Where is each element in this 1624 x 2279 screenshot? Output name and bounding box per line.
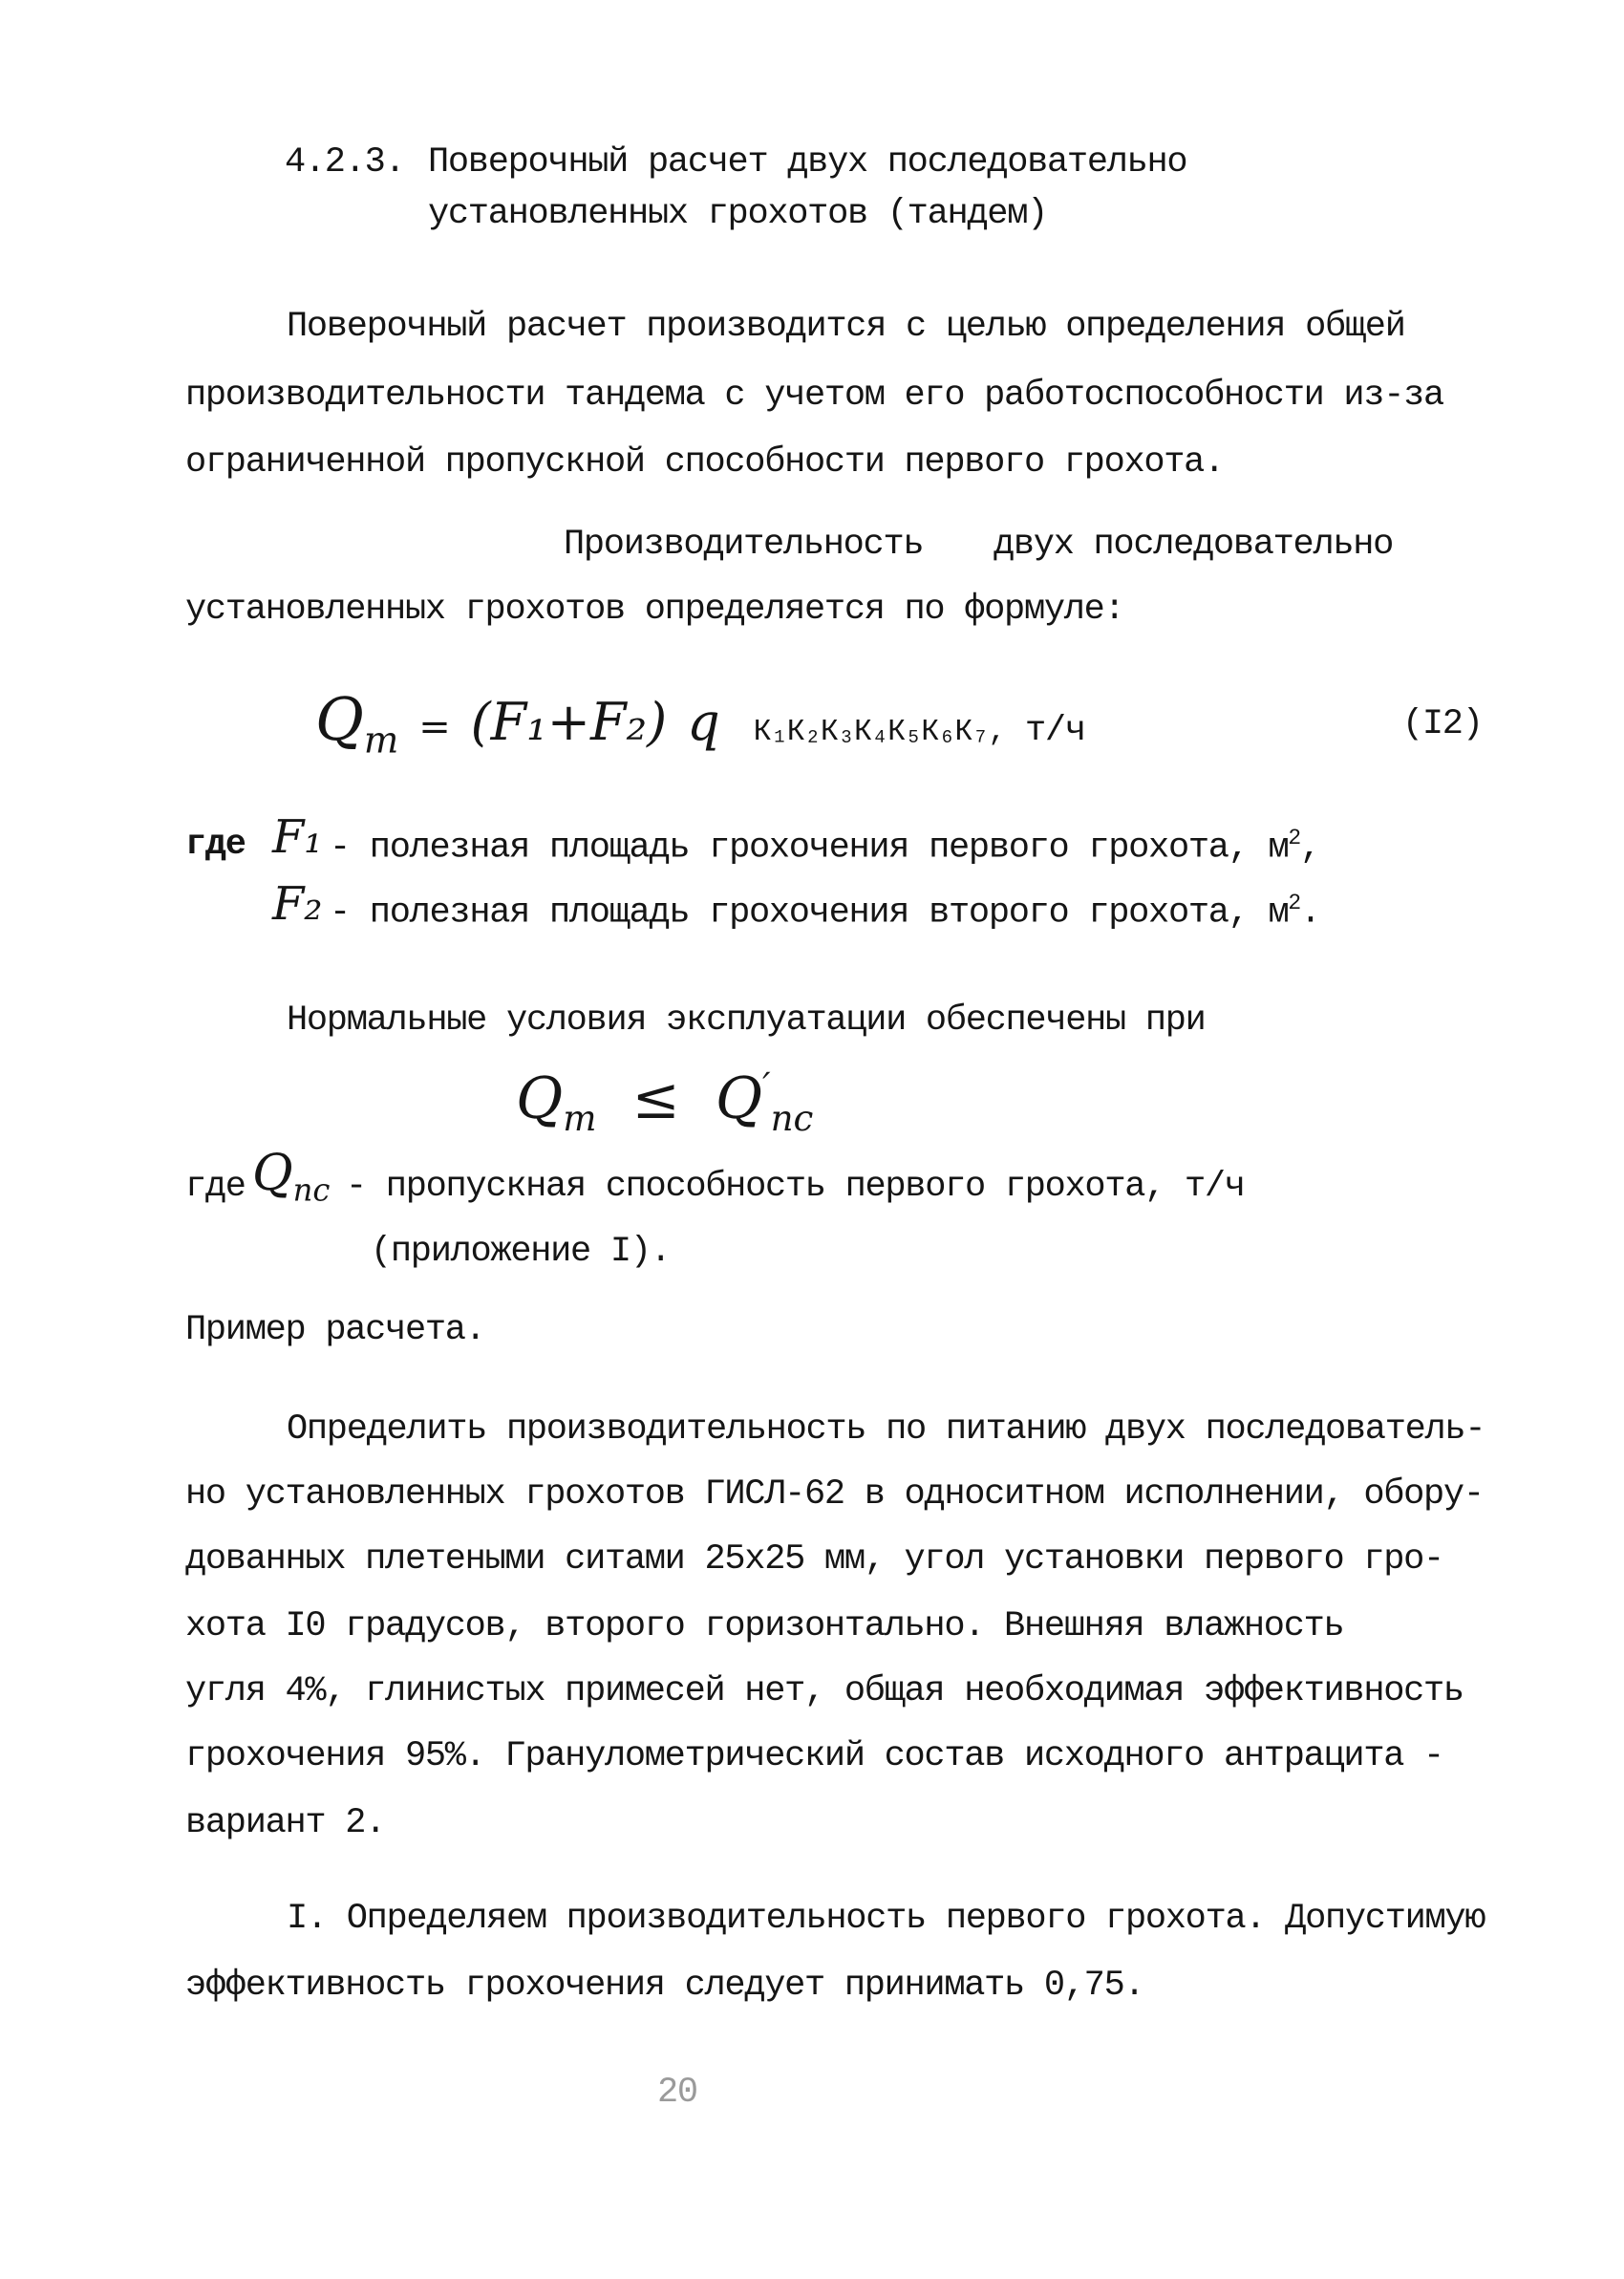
formula-equals: =: [418, 705, 451, 749]
formula-q: q: [687, 692, 720, 752]
qpc-definition: - пропускная способность первого грохота, т/ч: [346, 1167, 1245, 1207]
qpc-symbol: $Q_{пс}$: [252, 1145, 331, 1209]
condition-text: Нормальные условия эксплуатации обеспечены при: [287, 1000, 1206, 1041]
example-line-4: хота I0 градусов, второго горизонтально. Внешняя влажность: [185, 1606, 1344, 1646]
example-line-7: вариант 2.: [185, 1803, 386, 1843]
section-number: 4.2.3.: [285, 142, 405, 183]
formula-number: (I2): [1402, 704, 1483, 744]
example-line-5: угля 4%, глинистых примесей нет, общая необходимая эффективность: [185, 1671, 1464, 1711]
f2-symbol: F₂: [272, 877, 323, 931]
capacity-intro-line-2: установленных грохотов определяется по формуле:: [185, 590, 1124, 630]
formula-unit: т/ч: [1025, 711, 1085, 751]
intro-line-1: Поверочный расчет производится с целью определения общей: [287, 307, 1405, 347]
capacity-intro-left: Производительность: [564, 525, 924, 565]
f1-symbol: F₁: [272, 810, 323, 864]
step1-line-2: эффективность грохочения следует принимать 0,75.: [185, 1966, 1144, 2006]
capacity-intro-right: двух последовательно: [994, 525, 1394, 565]
formula-lhs: $Q_т$: [315, 684, 399, 763]
section-title-line-1: Поверочный расчет двух последовательно: [428, 142, 1187, 183]
example-heading: Пример расчета.: [185, 1310, 485, 1350]
where-word-2: где: [185, 1167, 246, 1207]
section-title-line-2: установленных грохотов (тандем): [428, 194, 1048, 234]
intro-line-2: производительности тандема с учетом его работоспособности из-за: [185, 376, 1443, 416]
formula-area-sum: (F₁+F₂): [470, 692, 668, 752]
f2-definition: - полезная площадь грохочения второго грохота, $м^2$.: [330, 891, 1320, 934]
formula-factors: К₁К₂К₃К₄К₅К₆К₇,: [753, 716, 1006, 749]
example-line-2: но установленных грохотов ГИСЛ-62 в односитном исполнении, обору-: [185, 1474, 1484, 1515]
formula-12: [315, 684, 1085, 763]
example-line-6: грохочения 95%. Гранулометрический состав исходного антрацита -: [185, 1736, 1443, 1776]
qpc-reference: (приложение I).: [371, 1232, 671, 1272]
page-number: 20: [657, 2073, 697, 2113]
example-line-1: Определить производительность по питанию двух последователь-: [287, 1409, 1485, 1450]
f1-definition: - полезная площадь грохочения первого грохота, $м^2$,: [330, 826, 1320, 869]
condition-formula: $Q_т \le Q'_{пс}$: [516, 1064, 814, 1139]
where-word-1: где: [185, 825, 246, 865]
step1-line-1: I. Определяем производительность первого грохота. Допустимую: [287, 1899, 1485, 1939]
intro-line-3: ограниченной пропускной способности первого грохота.: [185, 442, 1224, 483]
example-line-3: дованных плетеными ситами 25х25 мм, угол установки первого гро-: [185, 1539, 1443, 1580]
